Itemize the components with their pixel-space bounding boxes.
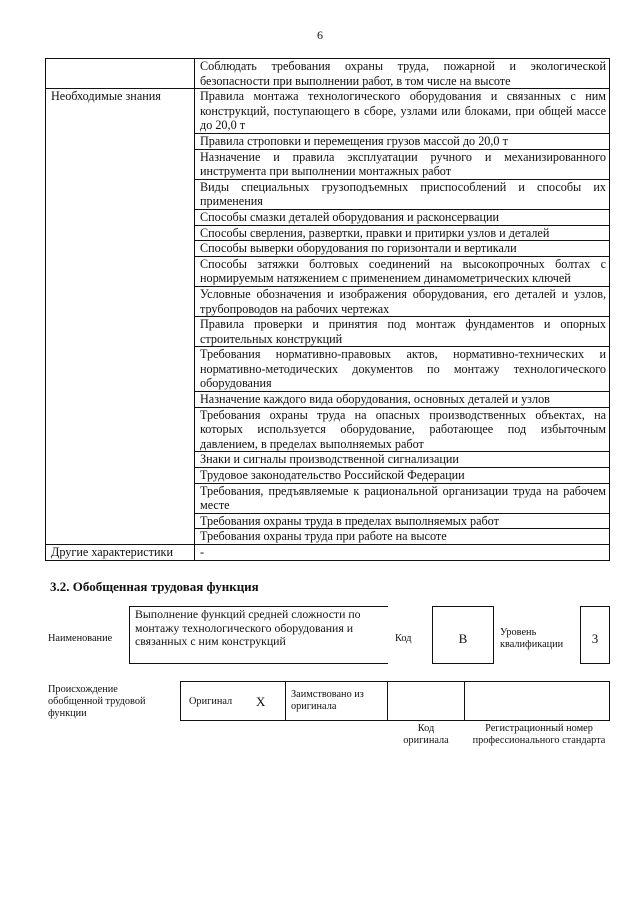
page-number: 6 [317,28,323,42]
origin-divider-3 [464,681,465,721]
origin-box [180,681,610,721]
requirement-item: - [195,545,610,561]
level-value-box [580,606,610,664]
original-mark: X [256,694,266,709]
function-name-value: Выполнение функций средней сложности по монтажу технологического оборудования и связанных с ним конструкций [135,607,361,649]
requirement-item: Соблюдать требования охраны труда, пожарной и экологической безопасности при выполнении работ, в том числе на высоте [195,59,610,89]
requirement-item: Правила проверки и принятия под монтаж фундаментов и опорных строительных конструкций [195,317,610,347]
requirement-item: Знаки и сигналы производственной сигнализации [195,452,610,468]
name-label: Наименование [48,633,113,644]
code-value-box [432,606,494,664]
origin-divider-2 [387,681,388,721]
requirement-item: Требования, предъявляемые к рациональной организации труда на рабочем месте [195,483,610,513]
borrowed-label: Заимствовано из оригинала [291,689,364,712]
origin-divider-1 [285,681,286,721]
reg-number-caption: Регистрационный номер профессионального стандарта [472,723,606,746]
row-label: Необходимые знания [46,89,195,545]
requirement-item: Виды специальных грузоподъемных приспособлений и способы их применения [195,179,610,209]
requirement-item: Требования охраны труда при работе на высоте [195,529,610,545]
table-row [46,89,610,134]
requirement-item: Требования охраны труда на опасных производственных объектах, на которых используется оборудование, работающее под избыточным давлением, в пределах выполняемых работ [195,407,610,452]
requirement-item: Способы выверки оборудования по горизонтали и вертикали [195,241,610,257]
requirement-item: Правила строповки и перемещения грузов массой до 20,0 т [195,133,610,149]
requirement-item: Способы сверления, развертки, правки и притирки узлов и деталей [195,225,610,241]
level-label: Уровень квалификации [500,627,564,650]
section-heading: 3.2. Обобщенная трудовая функция [50,579,259,594]
requirement-item: Требования нормативно-правовых актов, нормативно-технических и нормативно-методических документов по монтажу технологического оборудования [195,347,610,392]
original-label: Оригинал [189,696,233,707]
code-value: B [458,631,468,646]
table-row [46,545,610,561]
code-label: Код [395,633,412,644]
code-original-caption: Код оригинала [403,723,449,746]
origin-label: Происхождение обобщенной трудовой функции [48,684,146,719]
requirement-item: Способы затяжки болтовых соединений на высокопрочных болтах с нормируемым натяжением с применением динамометрических ключей [195,256,610,286]
level-value: 3 [591,631,599,646]
requirement-item: Способы смазки деталей оборудования и расконсервации [195,209,610,225]
requirement-item: Назначение и правила эксплуатации ручного и механизированного инструмента при выполнении монтажных работ [195,149,610,179]
requirements-table [45,58,610,561]
requirement-item: Назначение каждого вида оборудования, основных деталей и узлов [195,392,610,408]
requirement-item: Условные обозначения и изображения оборудования, его деталей и узлов, трубопроводов на рабочих чертежах [195,286,610,316]
row-label: Другие характеристики [46,545,195,561]
table-row [46,59,610,89]
function-name-box [129,606,388,664]
requirement-item: Требования охраны труда в пределах выполняемых работ [195,513,610,529]
requirement-item: Правила монтажа технологического оборудования и связанных с ним конструкций, поступающего в сборе, узлами или блоками, при общей массе до 20,0 т [195,89,610,134]
row-label [46,59,195,89]
requirement-item: Трудовое законодательство Российской Федерации [195,468,610,484]
